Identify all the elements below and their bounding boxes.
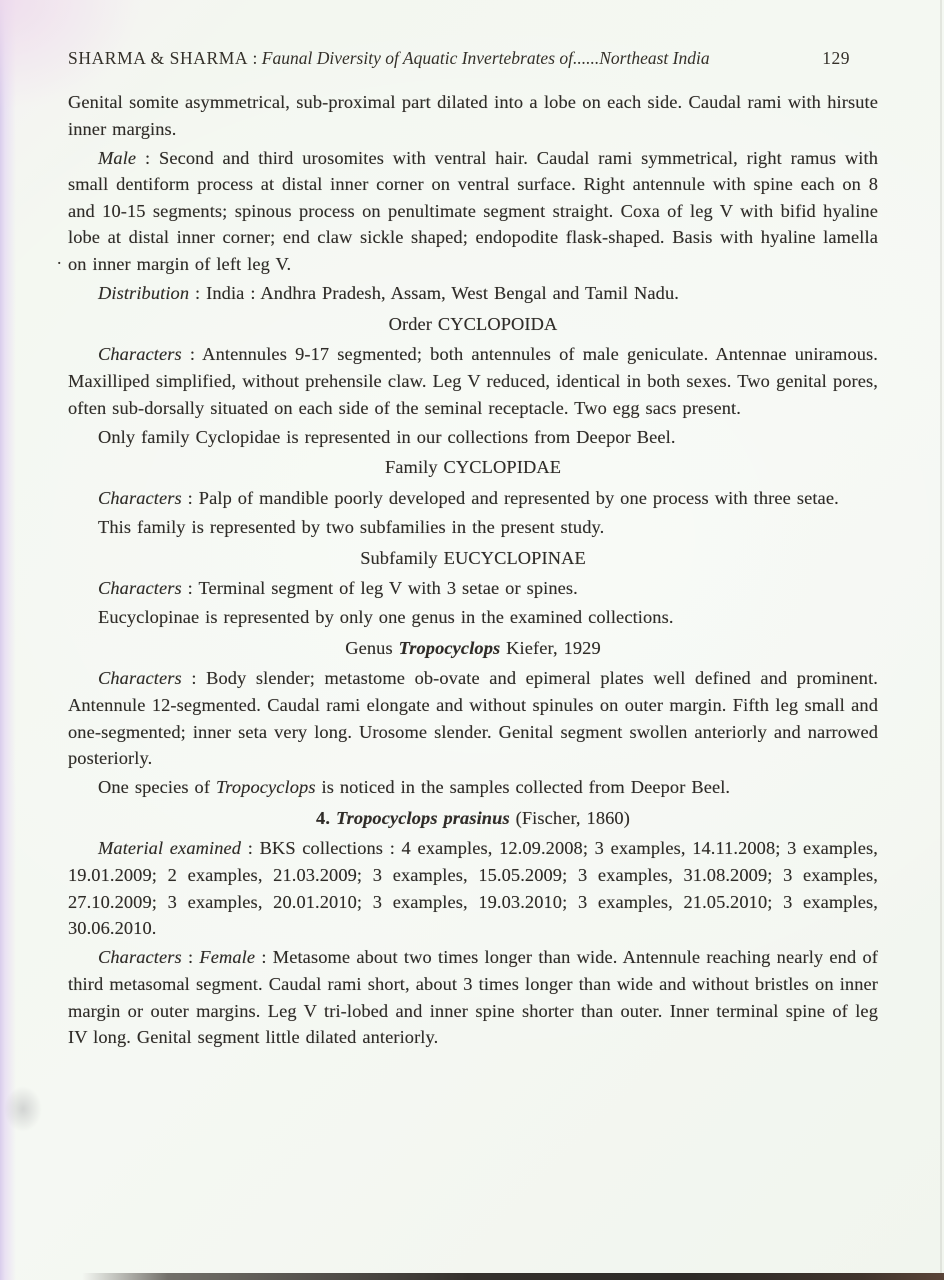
heading-genus-tropocyclops [68,635,878,662]
running-header [68,48,878,69]
scan-right-edge [940,0,942,1280]
paragraph-distribution-text: : India : Andhra Pradesh, Assam, West Bengal and Tamil Nadu. [189,283,679,304]
paragraph-genus-characters [68,665,878,771]
label-characters: Characters [98,344,182,365]
species-name: Tropocyclops prasinus [335,807,510,828]
paragraph-subfamily-characters [68,575,878,602]
scan-artifact-dot: . [57,248,62,268]
genus-name: Tropocyclops [398,637,501,658]
header-authors: SHARMA & SHARMA [68,48,249,68]
label-distribution: Distribution [98,283,190,304]
page-number: 129 [822,48,850,68]
genus-prefix: Genus [345,637,399,658]
label-characters: Characters [98,668,182,689]
paragraph-one-species [68,774,878,801]
label-characters: Characters [98,578,182,599]
page-content [68,48,878,1053]
label-male: Male [98,147,137,168]
paragraph-genital-somite: Genital somite asymmetrical, sub-proximal part dilated into a lobe on each side. Caudal rami with hirsute inner margins. [68,92,878,139]
scan-smudge [4,1086,42,1132]
one-species-post: is noticed in the samples collected from Deepor Beel. [315,777,731,798]
heading-order-cyclopoida: Order CYCLOPOIDA [388,313,558,334]
paragraph-male-text: : Second and third urosomites with ventral hair. Caudal rami symmetrical, right ramus with small dentiform process at distal inner corner on ventral surface. Right antennule with spine each on 8 and 10-15 segments; spinous process on penultimate segment straight. Coxa of leg V with bifid hyaline lobe at distal inner corner; end claw sickle shaped; endopodite flask-shaped. Basis with hyaline lamella on inner margin of left leg V. [68,147,878,275]
paragraph-two-subfamilies: This family is represented by two subfamilies in the present study. [98,516,605,537]
heading-subfamily-eucyclopinae: Subfamily EUCYCLOPINAE [360,547,586,568]
species-author: (Fischer, 1860) [509,807,630,828]
paragraph-female-characters-text: : Metasome about two times longer than wide. Antennule reaching nearly end of third metasomal segment. Caudal rami short, about 3 times longer than wide and without bristles on inner margin or outer margins. Leg V tri-lobed and inner spine shorter than outer. Inner terminal spine of leg IV long. Genital segment little dilated anteriorly. [68,947,878,1048]
paragraph-only-family: Only family Cyclopidae is represented in our collections from Deepor Beel. [98,426,676,447]
scan-bottom-shadow [82,1273,944,1280]
genus-author: Kiefer, 1929 [500,637,601,658]
label-female: Female [199,947,256,968]
heading-species-tropocyclops-prasinus [68,805,878,832]
paragraph-family-characters-text: : Palp of mandible poorly developed and represented by one process with three setae. [181,487,839,508]
paragraph-subfamily-characters-text: : Terminal segment of leg V with 3 setae or spines. [181,578,578,599]
heading-family-cyclopidae: Family CYCLOPIDAE [384,457,562,478]
paragraph-one-genus: Eucyclopinae is represented by only one genus in the examined collections. [98,607,674,628]
header-running-title: Faunal Diversity of Aquatic Invertebrates of......Northeast India [261,48,710,68]
label-characters: Characters [98,947,182,968]
header-separator: : [248,48,262,68]
paragraph-order-characters [68,341,878,421]
paragraph-family-characters [68,485,878,512]
label-characters: Characters [98,487,182,508]
paragraph-order-characters-text: : Antennules 9-17 segmented; both antennules of male geniculate. Antennae uniramous. Maxilliped simplified, without prehensile claw. Leg V reduced, identical in both sexes. Two genital pores, often sub-dorsally situated on each side of the seminal receptacle. Two egg sacs present. [68,344,878,418]
one-species-pre: One species of [98,777,216,798]
female-characters-sep: : [181,947,200,968]
paragraph-distribution [68,280,878,307]
one-species-genus: Tropocyclops [215,777,316,798]
species-number: 4. [316,807,336,828]
paragraph-male [68,145,878,278]
paragraph-female-characters [68,944,878,1050]
paragraph-genus-characters-text: : Body slender; metastome ob-ovate and epimeral plates well defined and prominent. Antennule 12-segmented. Caudal rami elongate and without spinules on outer margin. Fifth leg small and one-segmented; inner seta very long. Urosome slender. Genital segment swollen anteriorly and narrowed posteriorly. [68,668,878,769]
paragraph-material-examined-text: : BKS collections : 4 examples, 12.09.2008; 3 examples, 14.11.2008; 3 examples, 19.01.2009; 2 examples, 21.03.2009; 3 examples, 15.05.2009; 3 examples, 31.08.2009; 3 examples, 27.10.2009; 3 examples, 20.01.2010; 3 examples, 19.03.2010; 3 examples, 21.05.2010; 3 examples, 30.06.2010. [68,838,879,939]
label-material-examined: Material examined [98,838,242,859]
running-header-text [68,48,710,69]
paragraph-material-examined [68,835,878,941]
